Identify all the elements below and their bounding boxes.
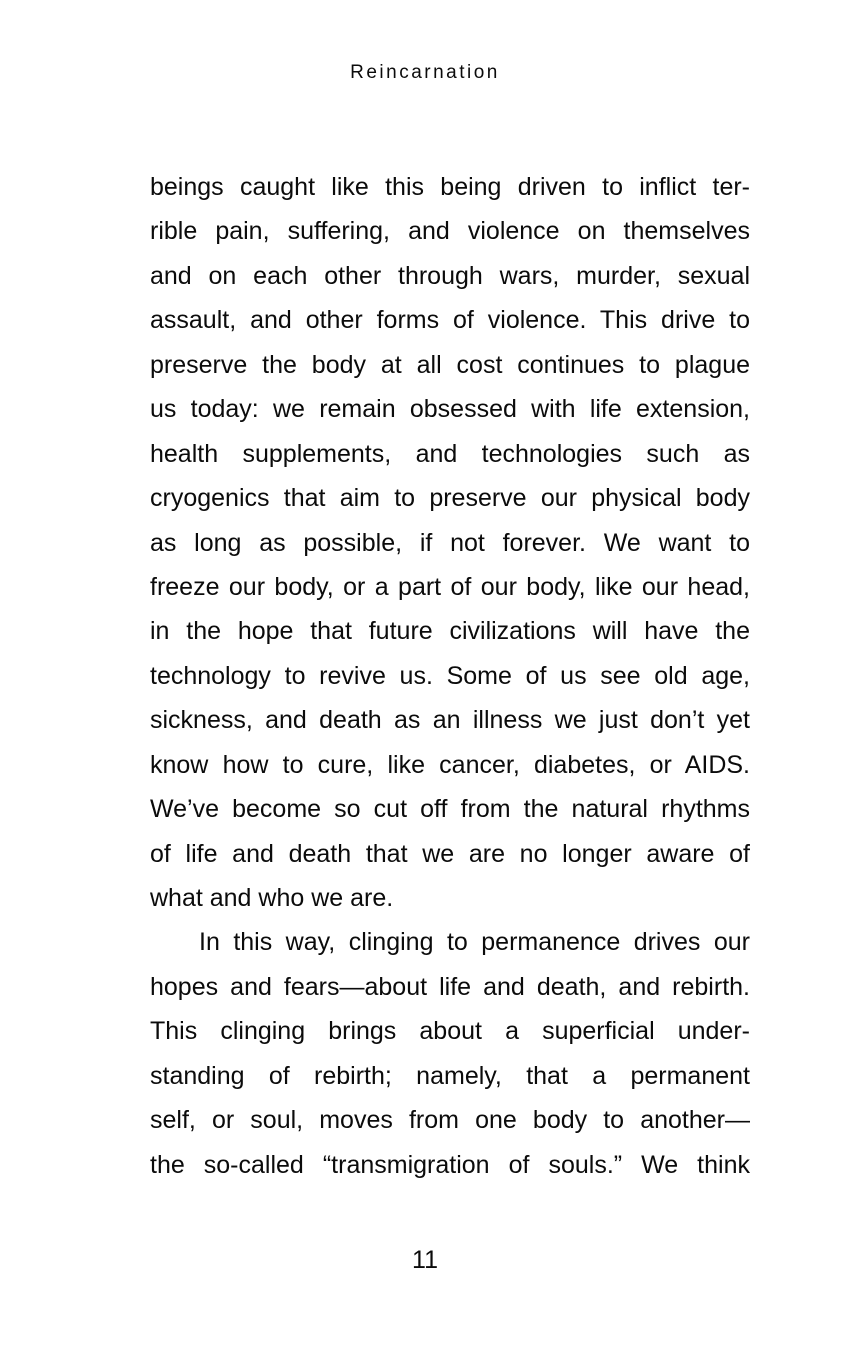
body-line: the so-called “transmigration of souls.” We think — [150, 1150, 750, 1179]
running-header: Reincarnation — [350, 62, 500, 83]
body-line: In this way, clinging to permanence drives our — [199, 928, 750, 957]
body-line: of life and death that we are no longer aware of — [150, 839, 750, 868]
body-line: standing of rebirth; namely, that a permanent — [150, 1061, 750, 1090]
body-line: what and who we are. — [150, 884, 394, 912]
body-line: sickness, and death as an illness we just don’t yet — [150, 706, 750, 735]
body-line: beings caught like this being driven to inflict ter- — [150, 173, 750, 201]
body-line: We’ve become so cut off from the natural rhythms — [150, 795, 750, 824]
body-line: self, or soul, moves from one body to another— — [150, 1106, 750, 1135]
body-line: know how to cure, like cancer, diabetes, or AIDS. — [150, 750, 750, 779]
body-line: health supplements, and technologies such as — [150, 439, 750, 468]
body-text — [150, 165, 750, 1187]
body-line: preserve the body at all cost continues to plague — [150, 350, 750, 379]
page-number: 11 — [412, 1246, 438, 1274]
body-line: This clinging brings about a superficial under- — [150, 1017, 750, 1046]
body-line: in the hope that future civilizations will have the — [150, 617, 750, 646]
body-line: as long as possible, if not forever. We want to — [150, 528, 750, 557]
body-line: us today: we remain obsessed with life extension, — [150, 395, 750, 424]
body-line: freeze our body, or a part of our body, like our head, — [150, 572, 750, 601]
body-line: hopes and fears—about life and death, and rebirth. — [150, 972, 750, 1001]
body-line: rible pain, suffering, and violence on themselves — [150, 217, 750, 246]
body-line: assault, and other forms of violence. This drive to — [150, 306, 750, 335]
body-line: technology to revive us. Some of us see old age, — [150, 661, 750, 690]
body-line: cryogenics that aim to preserve our physical body — [150, 484, 750, 513]
body-line: and on each other through wars, murder, sexual — [150, 261, 750, 290]
